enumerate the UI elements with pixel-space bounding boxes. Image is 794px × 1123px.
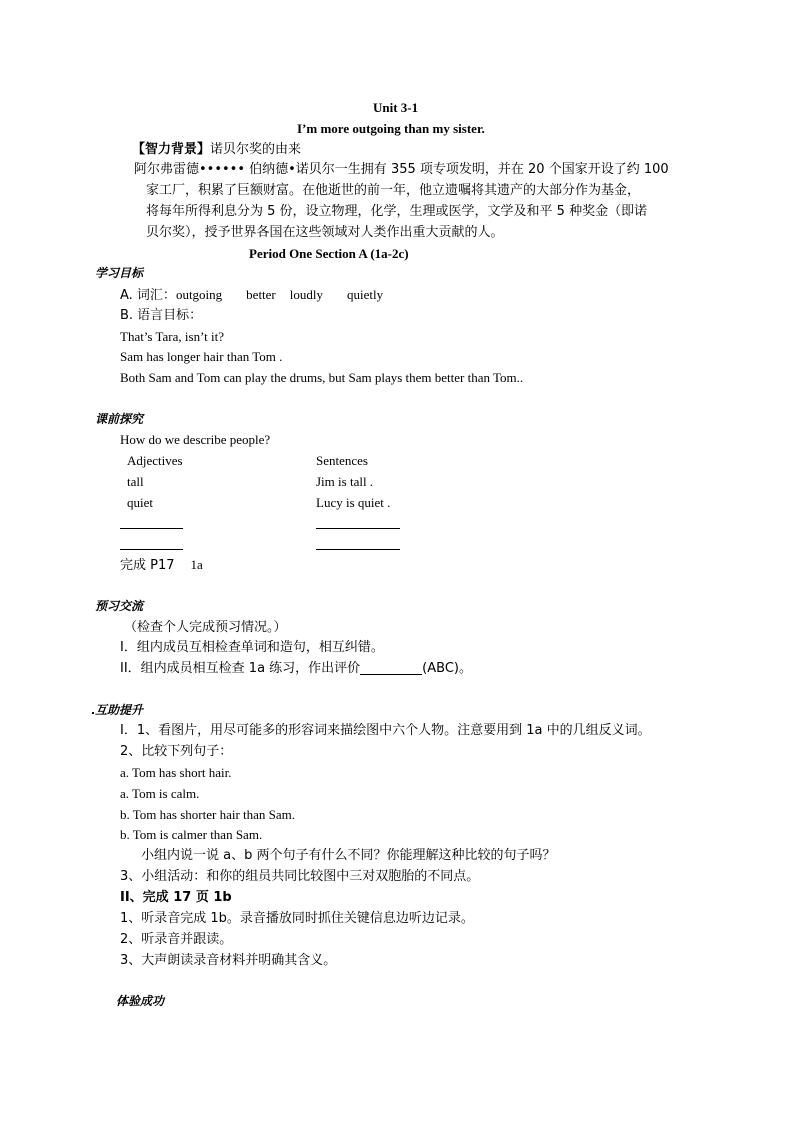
explore-task-ref: 1a [190,557,203,572]
blank-line-sentence[interactable] [316,528,400,529]
explore-question: How do we describe people? [120,432,271,447]
part2-heading: II、完成 17 页 1b [120,890,232,905]
vocab-word: better [246,287,276,302]
part2-item: 3、大声朗读录音材料并明确其含义。 [120,953,337,968]
period-heading: Period One Section A (1a-2c) [249,246,409,261]
target-sentence: Both Sam and Tom can play the drums, but Sam plays them better than Tom.. [120,370,524,385]
preview-item-text: II．组内成员相互检查 1a 练习，作出评价 [120,661,361,676]
success-heading: 体验成功 [116,994,165,1008]
preview-item-suffix: (ABC)。 [422,661,472,676]
mutual-item: I．1、看图片，用尽可能多的形容词来描绘图中六个人物。注意要用到 1a 中的几组反义词。 [120,723,651,738]
background-line: 阿尔弗雷德•••••• 伯纳德•诺贝尔一生拥有 355 项专项发明，并在 20 个国家开设了约 100 [134,162,669,177]
compare-sentence: a. Tom is calm. [120,786,200,801]
background-heading [132,143,301,156]
adjective-cell: tall [127,474,144,489]
bullet-dot [92,712,94,714]
rating-blank[interactable] [360,662,422,675]
blank-line-adjective[interactable] [120,528,183,529]
part2-item: 1、听录音完成 1b。录音播放同时抓住关键信息边听边记录。 [120,911,474,926]
preview-note: （检查个人完成预习情况。） [124,620,287,635]
target-sentence: Sam has longer hair than Tom . [120,349,283,364]
target-sentence: That’s Tara, isn’t it? [120,329,225,344]
adjective-cell: quiet [127,495,153,510]
column-header-adjectives: Adjectives [127,453,183,468]
language-goal-label: B. 语言目标： [120,308,203,323]
mutual-heading: 互助提升 [95,703,144,717]
column-header-sentences: Sentences [316,453,368,468]
explore-heading: 课前探究 [95,412,144,426]
background-line: 贝尔奖），授予世界各国在这些领域对人类作出重大贡献的人。 [146,225,504,240]
mutual-item: 3、小组活动：和你的组员共同比较图中三对双胞胎的不同点。 [120,869,480,884]
unit-title: Unit 3-1 [373,100,419,115]
objectives-heading: 学习目标 [95,266,144,280]
preview-item [120,662,472,675]
background-label: 【智力背景】 [132,142,211,157]
vocab-line [120,288,383,302]
preview-item: I．组内成员互相检查单词和造句，相互纠错。 [120,640,384,655]
background-line: 家工厂，积累了巨额财富。在他逝世的前一年，他立遗嘱将其遗产的大部分作为基金， [146,183,641,198]
compare-sentence: b. Tom has shorter hair than Sam. [120,807,296,822]
blank-line-adjective[interactable] [120,549,183,550]
part2-item: 2、听录音并跟读。 [120,932,233,947]
compare-sentence: b. Tom is calmer than Sam. [120,827,263,842]
sentence-cell: Jim is tall . [316,474,374,489]
compare-sentence: a. Tom has short hair. [120,765,232,780]
lesson-subtitle: I’m more outgoing than my sister. [297,121,485,136]
sentence-cell: Lucy is quiet . [316,495,391,510]
explore-task [120,558,203,572]
background-line: 将每年所得利息分为 5 份，设立物理，化学，生理或医学，文学及和平 5 种奖金（即诺 [146,204,648,219]
explore-task-text: 完成 P17 [120,558,175,573]
mutual-item: 2、比较下列句子： [120,744,233,759]
preview-heading: 预习交流 [95,599,144,613]
vocab-word: outgoing [175,287,223,302]
vocab-label: A. 词汇： [120,288,176,303]
vocab-word: loudly [289,287,323,302]
discuss-prompt: 小组内说一说 a、b 两个句子有什么不同？你能理解这种比较的句子吗？ [141,848,556,863]
vocab-word: quietly [347,287,384,302]
blank-line-sentence[interactable] [316,549,400,550]
background-topic: 诺贝尔奖的由来 [210,142,302,157]
